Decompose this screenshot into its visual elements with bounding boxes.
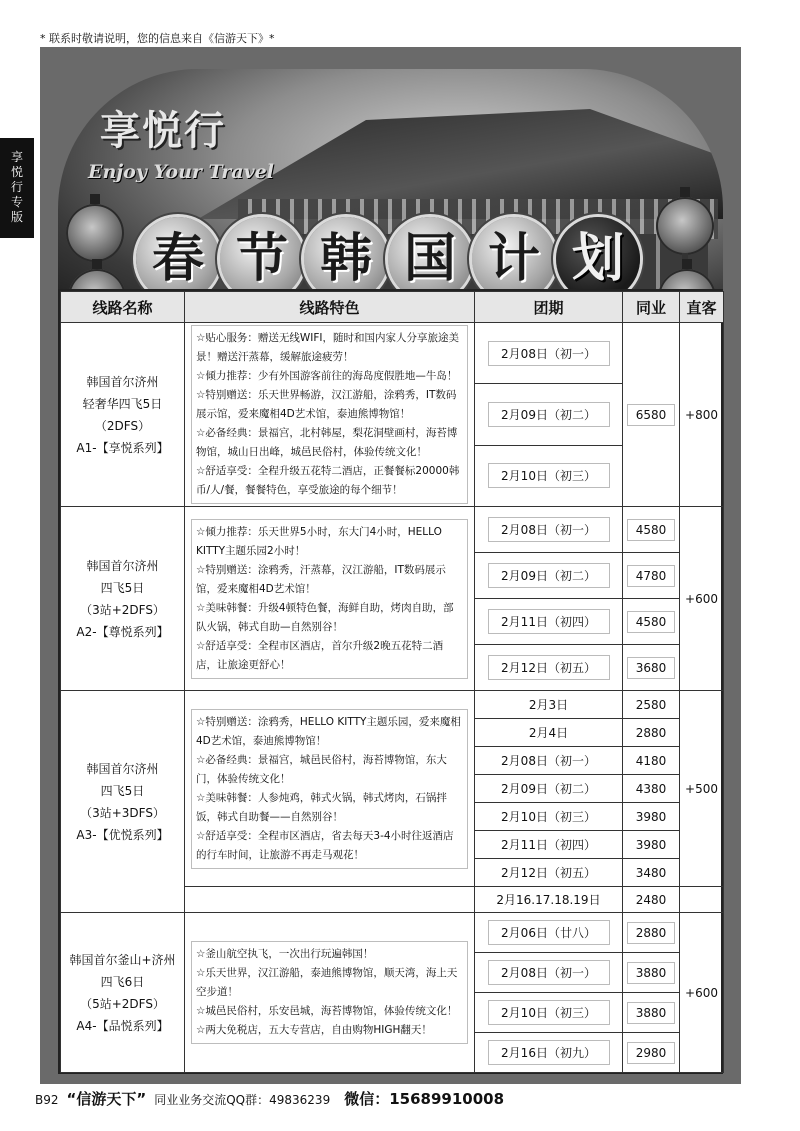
date-cell: 2月16.17.18.19日 <box>475 887 623 913</box>
price-cell: 3480 <box>623 859 680 887</box>
footer-brand: “信游天下” <box>66 1090 147 1108</box>
date-cell: 2月12日（初五） <box>475 859 623 887</box>
feature-item: ☆倾力推荐：少有外国游客前往的海岛度假胜地—牛岛！ <box>196 370 458 382</box>
date-cell <box>475 445 623 506</box>
title-char: 划 <box>556 217 640 301</box>
price-cell <box>623 553 680 599</box>
date-value: 2月09日（初二） <box>488 402 610 427</box>
feature-item: ☆必备经典：景福宫，北村韩屋，梨花洞壁画村，海苔博物馆，城山日出峰，城邑民俗村，体验传统文化！ <box>196 427 458 458</box>
logo-sub: Enjoy Your Travel <box>88 161 274 183</box>
route-features-a2 <box>185 507 475 691</box>
route-name-line: 韩国首尔釜山+济州 <box>69 952 176 967</box>
date-cell: 2月11日（初四） <box>475 831 623 859</box>
header-trade-price: 同业 <box>623 292 680 323</box>
feature-item: ☆乐天世界，汉江游船，泰迪熊博物馆，顺天湾，海上天空步道！ <box>196 967 458 998</box>
route-name-line: 四飞5日 <box>100 580 145 595</box>
features-box <box>191 941 468 1044</box>
title-char: 节 <box>220 217 304 301</box>
price-value: 3880 <box>627 1002 675 1024</box>
route-name-line: 四飞5日 <box>100 783 145 798</box>
header-route-features: 线路特色 <box>185 292 475 323</box>
price-cell <box>623 913 680 953</box>
route-name-line: （3站+3DFS） <box>80 805 165 820</box>
route-features-a1 <box>185 323 475 507</box>
direct-price-cell: +600 <box>680 507 724 691</box>
route-name-a2 <box>61 507 185 691</box>
date-value: 2月10日（初三） <box>488 463 610 488</box>
banner <box>58 69 723 319</box>
date-value: 2月12日（初五） <box>488 655 610 680</box>
feature-item: ☆特别赠送：涂鸦秀，HELLO KITTY主题乐园，爱来魔相4D艺术馆，泰迪熊博物馆！ <box>196 715 461 747</box>
date-cell: 2月08日（初一） <box>475 747 623 775</box>
route-name-line: A3-【优悦系列】 <box>76 827 169 842</box>
feature-item: ☆贴心服务：赠送无线WIFI，随时和国内家人分享旅途美景！赠送汗蒸幕，缓解旅途疲劳！ <box>196 332 460 363</box>
side-tab-char: 版 <box>10 210 23 224</box>
price-cell <box>623 599 680 645</box>
price-value: 4780 <box>627 565 675 587</box>
date-value: 2月11日（初四） <box>488 609 610 634</box>
empty-cell <box>185 887 475 913</box>
route-name-a4 <box>61 913 185 1073</box>
lantern-icon <box>66 204 124 262</box>
route-name-a3 <box>61 691 185 913</box>
price-cell <box>623 507 680 553</box>
price-value: 4580 <box>627 611 675 633</box>
price-cell: 4180 <box>623 747 680 775</box>
title-char: 春 <box>136 217 220 301</box>
price-value: 4580 <box>627 519 675 541</box>
page-number: B92 <box>35 1093 59 1107</box>
price-cell <box>623 993 680 1033</box>
route-name-line: （3站+2DFS） <box>80 602 165 617</box>
feature-item: ☆倾力推荐：乐天世界5小时，东大门4小时，HELLO KITTY主题乐园2小时！ <box>196 525 442 557</box>
date-value: 2月08日（初一） <box>488 960 610 985</box>
price-cell <box>623 953 680 993</box>
table-row <box>61 323 724 384</box>
route-features-a3 <box>185 691 475 887</box>
direct-price-cell: +800 <box>680 323 724 507</box>
price-cell: 2880 <box>623 719 680 747</box>
price-value: 2880 <box>627 922 675 944</box>
route-name-line: （2DFS） <box>94 418 151 433</box>
date-cell <box>475 599 623 645</box>
table-header-row <box>61 292 724 323</box>
date-cell <box>475 913 623 953</box>
route-name-line: A2-【尊悦系列】 <box>76 624 169 639</box>
date-value: 2月16日（初九） <box>488 1040 610 1065</box>
lantern-icon <box>656 197 714 255</box>
feature-item: ☆城邑民俗村，乐安邑城，海苔博物馆，体验传统文化！ <box>196 1005 458 1017</box>
date-value: 2月10日（初三） <box>488 1000 610 1025</box>
date-value: 2月08日（初一） <box>488 517 610 542</box>
price-cell <box>623 645 680 691</box>
route-name-line: A4-【品悦系列】 <box>76 1018 169 1033</box>
route-name-line: 韩国首尔济州 <box>86 761 159 776</box>
side-tab-char: 专 <box>10 195 23 209</box>
feature-item: ☆釜山航空执飞，一次出行玩遍韩国！ <box>196 948 374 960</box>
date-cell <box>475 645 623 691</box>
date-value: 2月06日（廿八） <box>488 920 610 945</box>
date-cell: 2月4日 <box>475 719 623 747</box>
price-cell <box>623 1033 680 1073</box>
feature-item: ☆舒适享受：全程升级五花特二酒店，正餐餐标20000韩币/人/餐，餐餐特色，享受旅途的每个细节！ <box>196 465 460 496</box>
date-cell: 2月3日 <box>475 691 623 719</box>
date-cell <box>475 323 623 384</box>
price-cell: 3980 <box>623 803 680 831</box>
feature-item: ☆美味韩餐：人参炖鸡，韩式火锅，韩式烤肉，石锅拌饭，韩式自助餐——自然别谷！ <box>196 791 447 823</box>
date-cell <box>475 553 623 599</box>
route-name-a1 <box>61 323 185 507</box>
features-box <box>191 709 468 869</box>
route-name-line: 韩国首尔济州 <box>86 558 159 573</box>
title-char: 韩 <box>304 217 388 301</box>
footer-wechat: 微信：15689910008 <box>344 1090 505 1108</box>
feature-item: ☆特别赠送：乐天世界畅游，汉江游船，涂鸦秀，IT数码展示馆，爱来魔相4D艺术馆，泰迪熊博物馆！ <box>196 389 457 420</box>
feature-item: ☆美味韩餐：升级4顿特色餐，海鲜自助，烤肉自助，部队火锅，韩式自助—自然别谷！ <box>196 601 454 633</box>
footer <box>35 1088 504 1109</box>
price-value: 6580 <box>627 404 675 426</box>
palace-eaves-image <box>238 199 718 239</box>
footer-qq-group: 同业业务交流QQ群：49836239 <box>154 1093 331 1107</box>
direct-price-cell: +500 <box>680 691 724 887</box>
side-tab-char: 行 <box>10 180 23 194</box>
table-row <box>61 913 724 953</box>
route-table <box>58 289 723 1074</box>
feature-item: ☆舒适享受：全程市区酒店，省去每天3-4小时往返酒店的行车时间，让旅游不再走马观花！ <box>196 829 454 861</box>
price-cell <box>623 323 680 507</box>
side-tab-char: 悦 <box>10 165 23 179</box>
date-cell: 2月09日（初二） <box>475 775 623 803</box>
side-tab <box>0 138 34 238</box>
route-name-line: A1-【享悦系列】 <box>76 440 169 455</box>
direct-price-cell: +600 <box>680 913 724 1073</box>
date-cell <box>475 953 623 993</box>
price-cell: 3980 <box>623 831 680 859</box>
date-value: 2月09日（初二） <box>488 563 610 588</box>
date-cell <box>475 384 623 445</box>
price-cell: 2580 <box>623 691 680 719</box>
feature-item: ☆两大免税店，五大专营店，自由购物HIGH翻天！ <box>196 1024 432 1036</box>
title-char: 计 <box>472 217 556 301</box>
table-row <box>61 507 724 553</box>
header-direct-price: 直客 <box>680 292 724 323</box>
date-cell <box>475 507 623 553</box>
header-dates: 团期 <box>475 292 623 323</box>
price-value: 2980 <box>627 1042 675 1064</box>
price-value: 3680 <box>627 657 675 679</box>
header-route-name: 线路名称 <box>61 292 185 323</box>
feature-item: ☆必备经典：景福宫，城邑民俗村，海苔博物馆，东大门，体验传统文化！ <box>196 753 447 785</box>
side-tab-char: 享 <box>10 150 23 164</box>
route-name-line: 韩国首尔济州 <box>86 374 159 389</box>
top-note: * 联系时敬请说明，您的信息来自《信游天下》* <box>40 32 275 45</box>
date-cell: 2月10日（初三） <box>475 803 623 831</box>
title-char: 国 <box>388 217 472 301</box>
route-features-a4 <box>185 913 475 1073</box>
page-frame <box>40 47 741 1084</box>
features-box <box>191 519 468 679</box>
price-value: 3880 <box>627 962 675 984</box>
price-cell: 2480 <box>623 887 680 913</box>
date-value: 2月08日（初一） <box>488 341 610 366</box>
table-row <box>61 691 724 719</box>
empty-cell <box>680 887 724 913</box>
route-name-line: 轻奢华四飞5日 <box>82 396 163 411</box>
logo-main: 享悦行 <box>100 107 226 154</box>
features-box <box>191 325 468 504</box>
route-name-line: （5站+2DFS） <box>80 996 165 1011</box>
price-cell: 4380 <box>623 775 680 803</box>
date-cell <box>475 993 623 1033</box>
feature-item: ☆舒适享受：全程市区酒店，首尔升级2晚五花特二酒店，让旅途更舒心！ <box>196 639 444 671</box>
date-cell <box>475 1033 623 1073</box>
feature-item: ☆特别赠送：涂鸦秀，汗蒸幕，汉江游船，IT数码展示馆，爱来魔相4D艺术馆！ <box>196 563 446 595</box>
route-name-line: 四飞6日 <box>100 974 145 989</box>
